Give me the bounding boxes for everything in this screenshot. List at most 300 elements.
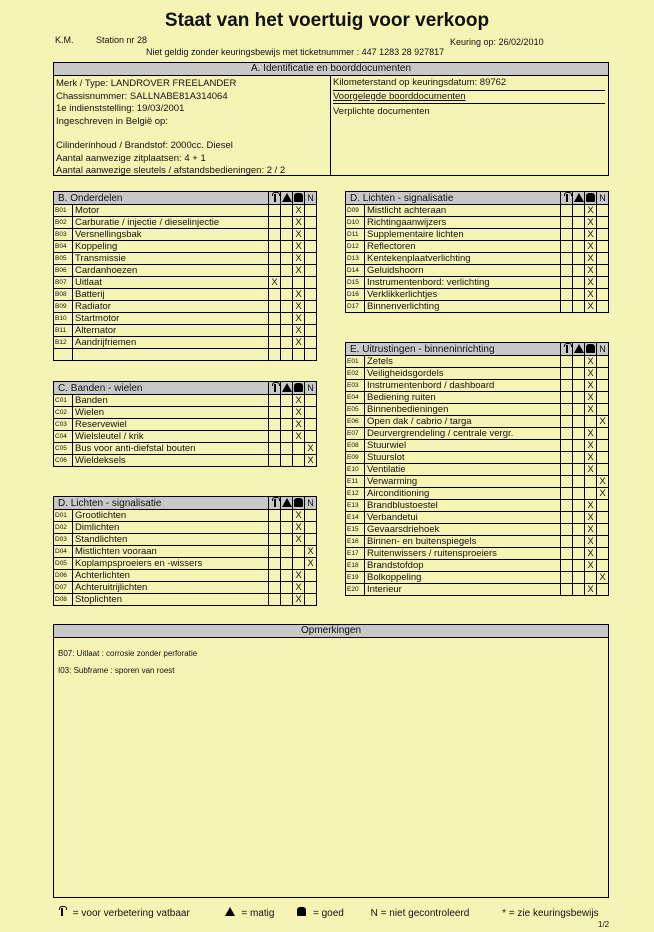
mark-repair [269,570,281,582]
table-row [346,572,609,584]
mark-moderate [281,325,293,337]
mark-moderate [281,205,293,217]
mark-not-checked: X [597,476,609,488]
warning-triangle-icon [281,497,293,510]
table-header-row [346,192,609,205]
item-code: E02 [346,368,365,380]
item-code: E11 [346,476,365,488]
item-code: E05 [346,404,365,416]
mark-moderate [573,584,585,596]
thumbs-up-icon [297,907,306,916]
item-label: Veiligheidsgordels [365,368,561,380]
table-row [54,277,317,289]
not-checked-header: N [305,382,317,395]
item-code: E10 [346,464,365,476]
mark-not-checked [597,536,609,548]
table-row [346,301,609,313]
item-code: D06 [54,570,73,582]
item-code: B02 [54,217,73,229]
mark-repair [561,205,573,217]
remark-line: I03: Subframe : sporen van roest [58,666,175,675]
item-code: D04 [54,546,73,558]
item-label: Verbandetui [365,512,561,524]
mark-not-checked [597,253,609,265]
mark-good: X [585,500,597,512]
table-row [346,205,609,217]
mark-repair [561,512,573,524]
legend-repair: = voor verbetering vatbaar [72,908,190,919]
item-code: E08 [346,440,365,452]
mark-repair [561,584,573,596]
warning-triangle-icon [281,192,293,205]
table-row [54,217,317,229]
wrench-icon [561,192,573,205]
mark-good [585,416,597,428]
mark-moderate [281,594,293,606]
mark-repair [561,356,573,368]
section-a-left [56,78,328,178]
mark-not-checked [597,301,609,313]
item-label: Carburatie / injectie / dieselinjectie [73,217,269,229]
mark-not-checked [597,241,609,253]
mark-good: X [585,452,597,464]
section-title: D. Lichten - signalisatie [346,192,561,205]
mark-moderate [281,241,293,253]
mark-not-checked [597,524,609,536]
mark-good: X [585,392,597,404]
mark-good: X [293,301,305,313]
item-code: B08 [54,289,73,301]
mark-moderate [281,534,293,546]
mark-moderate [573,368,585,380]
item-label: Open dak / cabrio / targa [365,416,561,428]
wrench-icon [269,192,281,205]
mark-repair [269,301,281,313]
item-code: E03 [346,380,365,392]
km-label: K.M. [55,35,74,45]
item-label: Wieldeksels [73,455,269,467]
table-row [346,356,609,368]
mark-moderate [281,277,293,289]
mark-not-checked [597,217,609,229]
item-code: E16 [346,536,365,548]
mark-moderate [573,253,585,265]
mark-not-checked [305,534,317,546]
mark-repair [561,368,573,380]
mark-not-checked [597,512,609,524]
mark-good: X [293,534,305,546]
mark-repair [561,265,573,277]
section-d-lights-1 [53,496,317,606]
mark-not-checked [305,419,317,431]
table-row [54,443,317,455]
mark-moderate [281,558,293,570]
mark-moderate [281,337,293,349]
mark-not-checked [305,395,317,407]
item-label: Airconditioning [365,488,561,500]
item-code: B06 [54,265,73,277]
mark-good: X [585,524,597,536]
table-row [346,265,609,277]
mark-repair: X [269,277,281,289]
item-code: E15 [346,524,365,536]
spacer [56,128,328,140]
table-header-row [346,343,609,356]
mark-not-checked [597,428,609,440]
mark-repair [269,522,281,534]
mark-repair [269,253,281,265]
table-row [346,404,609,416]
mark-repair [269,594,281,606]
item-label: Transmissie [73,253,269,265]
mark-moderate [573,289,585,301]
table-row [346,536,609,548]
mark-repair [561,548,573,560]
mark-not-checked: X [305,558,317,570]
item-label: Cardanhoezen [73,265,269,277]
wrench-icon [269,497,281,510]
mark-good: X [585,356,597,368]
section-a-identification [53,62,609,176]
table-row [54,301,317,313]
mark-good: X [293,407,305,419]
section-c-tyres-wheels [53,381,317,467]
not-checked-header: N [597,192,609,205]
warning-triangle-icon [281,382,293,395]
mark-moderate [281,313,293,325]
mark-good: X [585,205,597,217]
item-code: C01 [54,395,73,407]
mark-moderate [281,407,293,419]
legend-good: = goed [313,908,344,919]
mark-good: X [585,404,597,416]
mark-repair [269,534,281,546]
mark-moderate [281,289,293,301]
table-row [346,476,609,488]
table-header-row [54,497,317,510]
item-code: D17 [346,301,365,313]
mark-good: X [585,464,597,476]
item-code: D11 [346,229,365,241]
item-label: Geluidshoorn [365,265,561,277]
keys: Aantal aanwezige sleutels / afstandsbedieningen: 2 / 2 [56,165,286,176]
item-code: B12 [54,337,73,349]
mark-good: X [585,560,597,572]
item-code: E17 [346,548,365,560]
mark-not-checked [597,392,609,404]
mark-repair [561,241,573,253]
item-label: Mistlicht achteraan [365,205,561,217]
mark-moderate [573,440,585,452]
table-row [346,368,609,380]
mark-not-checked [305,337,317,349]
mark-good: X [293,313,305,325]
item-label: Koppeling [73,241,269,253]
mark-good: X [585,277,597,289]
mark-moderate [573,301,585,313]
mark-good: X [585,380,597,392]
item-label: Achterlichten [73,570,269,582]
mark-repair [561,217,573,229]
mark-not-checked [305,229,317,241]
mark-repair [561,229,573,241]
item-label: Ruitenwissers / ruitensproeiers [365,548,561,560]
mark-not-checked [305,217,317,229]
mark-moderate [573,476,585,488]
mark-moderate [573,488,585,500]
mark-not-checked [597,500,609,512]
item-label: Radiator [73,301,269,313]
mark-repair [269,337,281,349]
item-code: D12 [346,241,365,253]
mark-repair [269,443,281,455]
not-checked-header: N [305,497,317,510]
item-label: Richtingaanwijzers [365,217,561,229]
table-header-row [54,192,317,205]
mark-moderate [281,217,293,229]
section-a-divider [330,76,331,175]
table-row [346,229,609,241]
mark-repair [269,229,281,241]
legend-see-cert: * = zie keuringsbewijs [502,908,599,919]
thumbs-up-icon [293,497,305,510]
item-label: Gevaarsdriehoek [365,524,561,536]
seats: Aantal aanwezige zitplaatsen: 4 + 1 [56,152,206,164]
mark-repair [561,524,573,536]
mark-repair [269,313,281,325]
legend-not-checked: N = niet gecontroleerd [370,908,470,919]
mark-not-checked: X [305,546,317,558]
chassis-number: Chassisnummer: SALLNABE81A314064 [56,90,228,102]
remarks-title: Opmerkingen [54,625,608,638]
item-label: Startmotor [73,313,269,325]
mark-moderate [281,582,293,594]
inspection-date: Keuring op: 26/02/2010 [450,37,544,47]
mark-repair [269,217,281,229]
mark-good: X [293,289,305,301]
mark-good: X [585,253,597,265]
item-code: B11 [54,325,73,337]
item-label: Banden [73,395,269,407]
mark-moderate [281,546,293,558]
item-code: E04 [346,392,365,404]
first-registration: 1e indienststelling: 19/03/2001 [56,103,185,114]
mark-moderate [573,452,585,464]
item-code: D16 [346,289,365,301]
mark-moderate [281,510,293,522]
mark-moderate [573,560,585,572]
mark-repair [561,476,573,488]
mark-repair [269,455,281,467]
mark-not-checked [597,548,609,560]
mark-repair [269,431,281,443]
mark-not-checked [305,205,317,217]
mark-moderate [281,229,293,241]
table-row [54,229,317,241]
mark-good: X [585,217,597,229]
ticket-line: Niet geldig zonder keuringsbewijs met ticketnummer : 447 1283 28 927817 [146,47,445,57]
item-label: Instrumentenbord: verlichting [365,277,561,289]
mark-good [293,558,305,570]
mark-good: X [585,512,597,524]
mark-good: X [585,265,597,277]
mark-not-checked: X [597,488,609,500]
mark-not-checked [597,356,609,368]
mark-good: X [585,368,597,380]
item-code: D14 [346,265,365,277]
mark-repair [269,419,281,431]
item-code: D13 [346,253,365,265]
engine-fuel: Cilinderinhoud / Brandstof: 2000cc. Diesel [56,140,233,151]
mark-repair [561,560,573,572]
wrench-icon [269,382,281,395]
station-number: Station nr 28 [96,35,148,45]
warning-triangle-icon [573,192,585,205]
mark-good [585,488,597,500]
item-label: Bus voor anti-diefstal bouten [73,443,269,455]
table-row [54,455,317,467]
mark-moderate [281,522,293,534]
table-row [54,510,317,522]
mark-repair [561,289,573,301]
thumbs-up-icon [293,382,305,395]
table-row [346,428,609,440]
section-d-lights-2 [345,191,609,313]
mark-repair [269,558,281,570]
table-row [346,524,609,536]
mark-repair [561,253,573,265]
mark-not-checked [597,265,609,277]
item-code: B01 [54,205,73,217]
item-code: D10 [346,217,365,229]
table-header-row [54,382,317,395]
mark-not-checked [597,584,609,596]
table-row [346,584,609,596]
mark-not-checked [305,289,317,301]
mark-not-checked [305,325,317,337]
mark-not-checked [305,582,317,594]
mark-not-checked [597,452,609,464]
item-label: Achteruitrijlichten [73,582,269,594]
item-code: E20 [346,584,365,596]
mark-moderate [573,205,585,217]
mark-moderate [573,241,585,253]
required-documents: Verplichte documenten [333,106,430,117]
mark-not-checked [305,253,317,265]
item-code: D02 [54,522,73,534]
mark-moderate [573,392,585,404]
table-row [54,253,317,265]
table-row [54,407,317,419]
mark-moderate [573,277,585,289]
item-label: Interieur [365,584,561,596]
table-row [346,416,609,428]
item-code: D01 [54,510,73,522]
registered-in-belgium: Ingeschreven in België op: [56,115,168,127]
item-code: E18 [346,560,365,572]
table-row [346,440,609,452]
mark-repair [561,464,573,476]
mark-moderate [573,356,585,368]
item-code: B03 [54,229,73,241]
section-a-right [333,77,605,119]
item-label: Verklikkerlichtjes [365,289,561,301]
item-code: C06 [54,455,73,467]
thumbs-up-icon [293,192,305,205]
mark-repair [561,572,573,584]
table-row [346,392,609,404]
mark-repair [561,416,573,428]
mark-moderate [573,464,585,476]
mark-not-checked: X [305,455,317,467]
page-number: 1/2 [598,920,610,929]
mark-good [293,546,305,558]
mark-good: X [293,570,305,582]
mark-not-checked: X [305,443,317,455]
mark-moderate [281,455,293,467]
thumbs-up-icon [585,192,597,205]
mark-good [585,572,597,584]
item-label: Grootlichten [73,510,269,522]
item-label: Bediening ruiten [365,392,561,404]
table-row [54,241,317,253]
mark-good: X [293,419,305,431]
item-code: E07 [346,428,365,440]
mark-not-checked: X [597,572,609,584]
not-checked-header: N [305,192,317,205]
mark-moderate [281,419,293,431]
mark-repair [561,452,573,464]
table-row [54,522,317,534]
mark-not-checked [597,440,609,452]
table-row [346,217,609,229]
item-label: Stuurwiel [365,440,561,452]
mark-repair [561,380,573,392]
mark-good: X [585,548,597,560]
table-row [346,253,609,265]
item-code: C02 [54,407,73,419]
section-a-title: A. Identificatie en boorddocumenten [54,63,608,76]
remark-line: B07: Uitlaat : corrosie zonder perforatie [58,649,198,658]
item-code: E12 [346,488,365,500]
mark-moderate [281,265,293,277]
section-title: D. Lichten - signalisatie [54,497,269,510]
mark-not-checked [305,407,317,419]
item-label: Deurvergrendeling / centrale vergr. [365,428,561,440]
mark-repair [561,428,573,440]
mark-good: X [293,594,305,606]
table-row [54,594,317,606]
mark-moderate [573,265,585,277]
table-row [346,380,609,392]
item-label: Reflectoren [365,241,561,253]
mark-not-checked [597,289,609,301]
item-label: Alternator [73,325,269,337]
mark-good: X [293,205,305,217]
item-label: Aandrijfriemen [73,337,269,349]
item-label: Zetels [365,356,561,368]
table-row [346,277,609,289]
mark-not-checked [597,229,609,241]
mark-moderate [573,524,585,536]
item-label: Stuurslot [365,452,561,464]
table-row [54,431,317,443]
mark-good: X [293,241,305,253]
mark-not-checked [597,464,609,476]
item-code: D08 [54,594,73,606]
item-code: B04 [54,241,73,253]
item-code: C04 [54,431,73,443]
